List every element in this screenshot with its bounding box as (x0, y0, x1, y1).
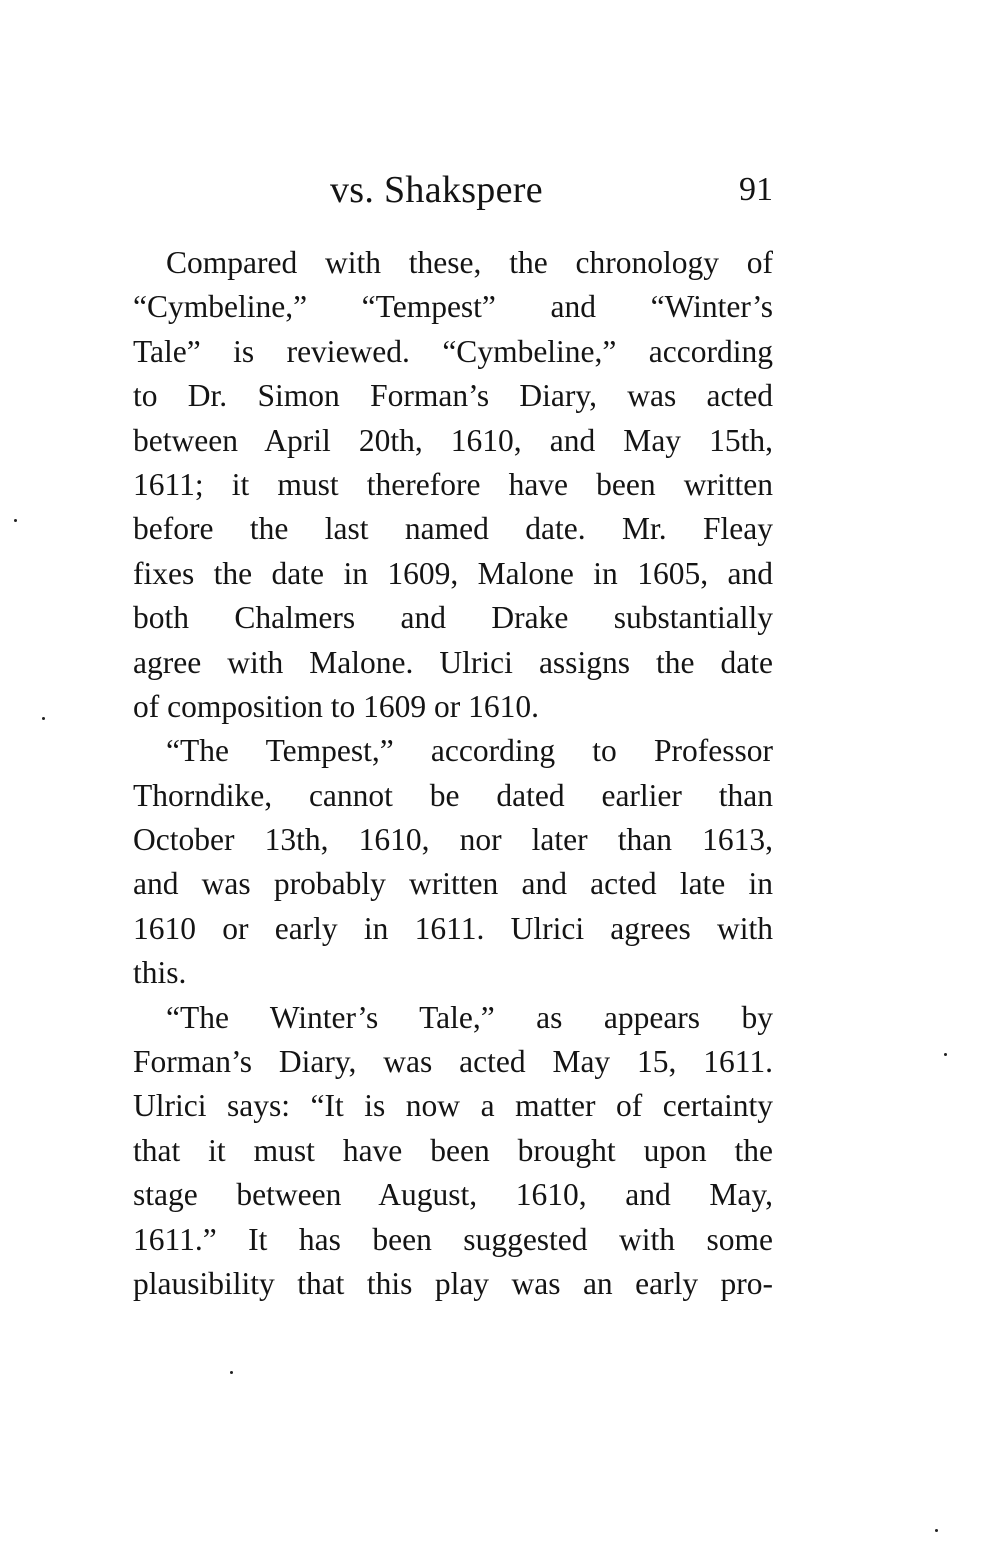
text-line: 1611; it must therefore have been written (133, 466, 773, 502)
text-line: Compared with these, the chronology of (166, 245, 773, 280)
paragraph (133, 729, 773, 995)
text-line: both Chalmers and Drake substantially (133, 600, 773, 636)
text-line: Ulrici says: “It is now a matter of certainty (133, 1088, 773, 1124)
scan-speck (42, 717, 45, 720)
text-line: that it must have been brought upon the (133, 1132, 773, 1168)
scan-speck (230, 1371, 233, 1374)
text-line: to Dr. Simon Forman’s Diary, was acted (133, 378, 773, 414)
text-line: of composition to 1609 or 1610. (133, 688, 539, 724)
text-line: October 13th, 1610, nor later than 1613, (133, 822, 773, 858)
text-line: plausibility that this play was an early pro- (133, 1265, 773, 1301)
paragraph (133, 241, 773, 729)
page-number: 91 (739, 171, 773, 208)
text-line: “Cymbeline,” “Tempest” and “Winter’s (133, 289, 773, 325)
text-line: stage between August, 1610, and May, (133, 1177, 773, 1213)
text-line: 1610 or early in 1611. Ulrici agrees with (133, 910, 773, 946)
scan-speck (14, 519, 17, 522)
text-line: Tale” is reviewed. “Cymbeline,” according (133, 333, 773, 369)
running-title: vs. Shakspere (330, 169, 543, 211)
text-line: 1611.” It has been suggested with some (133, 1221, 773, 1257)
body-text (133, 241, 773, 1306)
text-line: Forman’s Diary, was acted May 15, 1611. (133, 1044, 773, 1080)
text-line: this. (133, 955, 187, 991)
text-line: “The Winter’s Tale,” as appears by (166, 999, 773, 1035)
text-line: “The Tempest,” according to Professor (166, 733, 773, 769)
text-line: fixes the date in 1609, Malone in 1605, and (133, 555, 773, 591)
paragraph (133, 996, 773, 1307)
running-head (133, 165, 773, 215)
text-line: Thorndike, cannot be dated earlier than (133, 777, 773, 813)
scan-speck (935, 1529, 938, 1532)
text-line: agree with Malone. Ulrici assigns the date (133, 644, 773, 680)
text-line: before the last named date. Mr. Fleay (133, 511, 773, 547)
text-line: and was probably written and acted late in (133, 866, 773, 902)
text-line: between April 20th, 1610, and May 15th, (133, 422, 773, 458)
scan-speck (944, 1053, 947, 1056)
